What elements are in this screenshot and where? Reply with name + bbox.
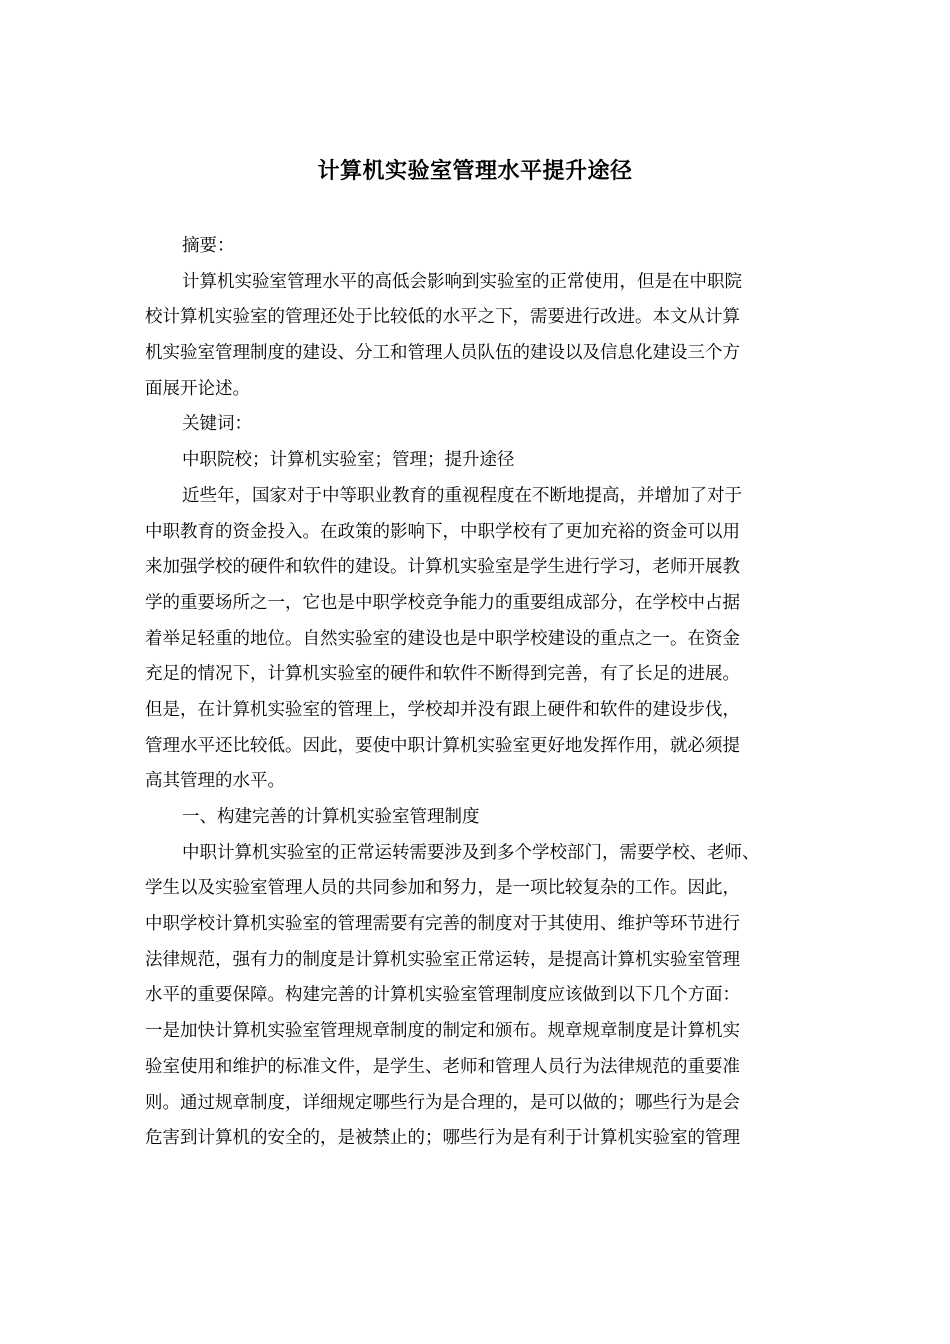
text-line: 管理水平还比较低。因此，要使中职计算机实验室更好地发挥作用，就必须提 — [145, 735, 740, 756]
text-line: 面展开论述。 — [145, 378, 250, 399]
text-line: 一是加快计算机实验室管理规章制度的制定和颁布。规章规章制度是计算机实 — [145, 1021, 740, 1042]
text-line: 中职计算机实验室的正常运转需要涉及到多个学校部门，需要学校、老师、 — [182, 842, 760, 863]
document-title: 计算机实验室管理水平提升途径 — [317, 158, 633, 184]
text-line: 计算机实验室管理水平的高低会影响到实验室的正常使用，但是在中职院 — [182, 271, 742, 292]
text-line: 校计算机实验室的管理还处于比较低的水平之下，需要进行改进。本文从计算 — [145, 307, 740, 328]
text-line: 水平的重要保障。构建完善的计算机实验室管理制度应该做到以下几个方面： — [145, 985, 740, 1006]
text-line: 学生以及实验室管理人员的共同参加和努力，是一项比较复杂的工作。因此， — [145, 878, 740, 899]
text-line: 近些年，国家对于中等职业教育的重视程度在不断地提高，并增加了对于 — [182, 485, 742, 506]
text-line: 法律规范，强有力的制度是计算机实验室正常运转，是提高计算机实验室管理 — [145, 949, 740, 970]
text-line: 充足的情况下，计算机实验室的硬件和软件不断得到完善，有了长足的进展。 — [145, 664, 740, 685]
text-line: 关键词： — [182, 414, 252, 435]
text-line: 验室使用和维护的标准文件，是学生、老师和管理人员行为法律规范的重要准 — [145, 1056, 740, 1077]
text-line: 高其管理的水平。 — [145, 771, 285, 792]
text-line: 危害到计算机的安全的，是被禁止的；哪些行为是有利于计算机实验室的管理 — [145, 1128, 740, 1149]
text-line: 着举足轻重的地位。自然实验室的建设也是中职学校建设的重点之一。在资金 — [145, 628, 740, 649]
text-line: 学的重要场所之一，它也是中职学校竞争能力的重要组成部分，在学校中占据 — [145, 592, 740, 613]
text-line: 则。通过规章制度，详细规定哪些行为是合理的，是可以做的；哪些行为是会 — [145, 1092, 740, 1113]
text-line: 中职学校计算机实验室的管理需要有完善的制度对于其使用、维护等环节进行 — [145, 914, 740, 935]
text-line: 但是，在计算机实验室的管理上，学校却并没有跟上硬件和软件的建设步伐， — [145, 699, 740, 720]
document-body — [145, 229, 810, 1157]
text-line: 中职教育的资金投入。在政策的影响下，中职学校有了更加充裕的资金可以用 — [145, 521, 740, 542]
text-line: 机实验室管理制度的建设、分工和管理人员队伍的建设以及信息化建设三个方 — [145, 343, 740, 364]
text-line: 中职院校；计算机实验室；管理；提升途径 — [182, 450, 515, 471]
text-line: 摘要： — [182, 236, 235, 256]
text-line: 一、构建完善的计算机实验室管理制度 — [182, 807, 480, 827]
text-line: 来加强学校的硬件和软件的建设。计算机实验室是学生进行学习，老师开展教 — [145, 557, 740, 578]
